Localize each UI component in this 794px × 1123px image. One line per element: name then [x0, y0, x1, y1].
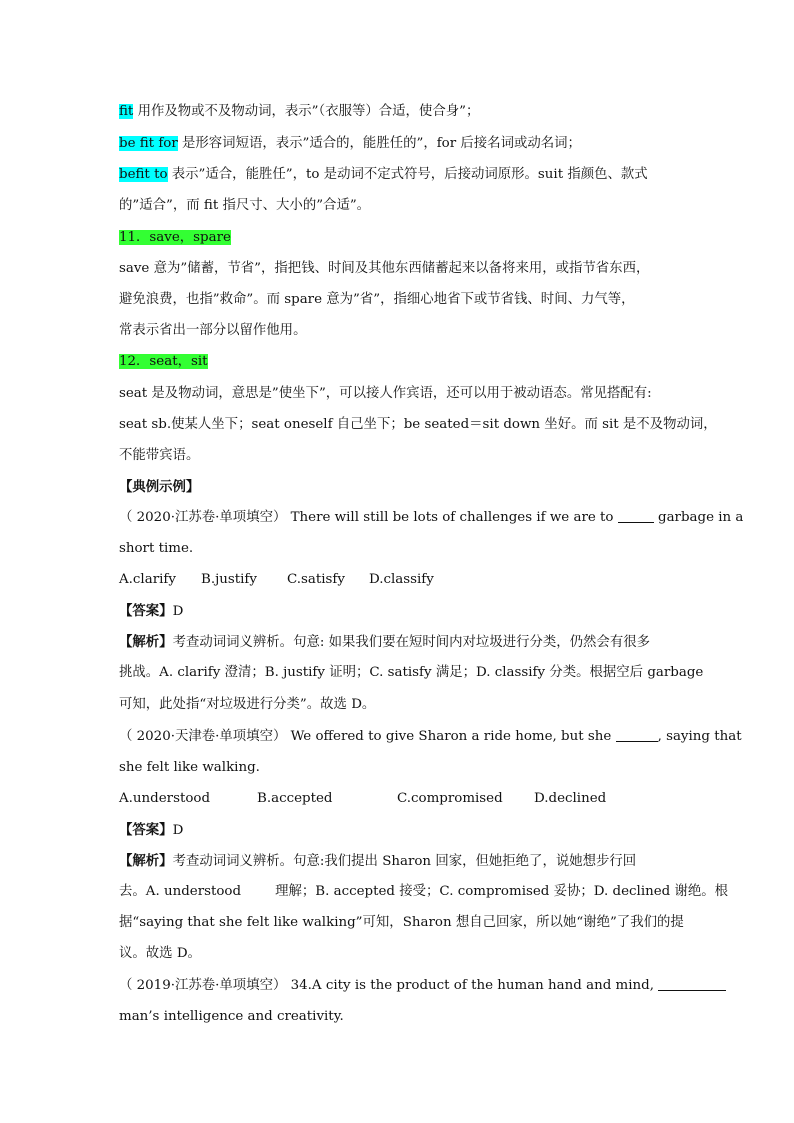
- highlight-befit-to: befit to: [119, 167, 168, 182]
- question-1: （ 2020·江苏卷·单项填空） There will still be lots of challenges if we are to garbage in a: [119, 510, 744, 525]
- line-text: 不能带宾语。: [119, 448, 200, 463]
- line-text: 是形容词短语，表示”适合的，能胜任的”，for 后接名词或动名词；: [177, 136, 581, 151]
- line-text: 去。A. understood 理解；B. accepted 接受；C. compromised 妥协；D. declined 谢绝。根: [119, 884, 729, 899]
- question-1-cont: short time.: [119, 541, 194, 556]
- question-1-options: [119, 570, 434, 590]
- question-2: （ 2020·天津卷·单项填空） We offered to give Sharon a ride home, but she , saying that: [119, 729, 742, 744]
- line-text: 议。故选 D。: [119, 946, 201, 961]
- answer-blank: [658, 977, 726, 991]
- question-3: （ 2019·江苏卷·单项填空） 34.A city is the product of the human hand and mind,: [119, 976, 726, 996]
- line-text: 可知，此处指“对垃圾进行分类”。故选 D。: [119, 697, 376, 712]
- line-text: save 意为”储蓄，节省”，指把钱、时间及其他东西储蓄起来以备将来用，或指节省东西，: [119, 261, 650, 276]
- explanation-2: 【解析】考查动词词义辨析。句意:我们提出 Sharon 回家，但她拒绝了，说她想步行回: [119, 853, 637, 869]
- line-text: 的”适合”，而 fit 指尺寸、大小的”合适”。: [119, 198, 371, 213]
- line-text: 挑战。A. clarify 澄清；B. justify 证明；C. satisfy 满足；D. classify 分类。根据空后 garbage: [119, 665, 704, 680]
- answer-blank: [618, 509, 654, 523]
- option-c: C.compromised: [397, 791, 503, 806]
- line-text: 避免浪费，也指”救命”。而 spare 意为”省”，指细心地省下或节省钱、时间、力气等，: [119, 292, 635, 307]
- option-d: D.classify: [369, 572, 434, 587]
- highlight-be-fit-for: be fit for: [119, 136, 178, 151]
- heading-11: 11．save，spare: [119, 230, 231, 245]
- line-text: seat 是及物动词，意思是”使坐下”，可以接人作宾语，还可以用于被动语态。常见搭配有:: [119, 386, 652, 401]
- line-text: 常表示省出一部分以留作他用。: [119, 323, 307, 338]
- line-text: seat sb.使某人坐下；seat oneself 自己坐下；be seated＝sit down 坐好。而 sit 是不及物动词，: [119, 417, 717, 432]
- line-fit: [119, 102, 479, 122]
- answer-1: 【答案】D: [119, 603, 184, 619]
- answer-2: 【答案】D: [119, 822, 184, 838]
- option-c: C.satisfy: [287, 572, 345, 587]
- option-a: A.understood: [119, 791, 211, 806]
- option-b: B.accepted: [257, 791, 333, 806]
- option-d: D.declined: [534, 791, 607, 806]
- answer-blank: [616, 728, 658, 742]
- option-b: B.justify: [201, 572, 257, 587]
- option-a: A.clarify: [119, 572, 176, 587]
- explanation-1: 【解析】考查动词词义辨析。句意: 如果我们要在短时间内对垃圾进行分类，仍然会有很多: [119, 634, 650, 650]
- highlight-fit: fit: [119, 104, 134, 119]
- line-text: 据“saying that she felt like walking”可知，Sharon 想自己回家，所以她“谢绝”了我们的提: [119, 915, 684, 930]
- heading-12: 12．seat，sit: [119, 354, 208, 369]
- line-befit-to: [119, 165, 648, 185]
- line-text: 用作及物或不及物动词，表示”（衣服等）合适，使合身”；: [133, 104, 480, 119]
- example-heading: 【典例示例】: [119, 479, 200, 495]
- question-2-cont: she felt like walking.: [119, 760, 260, 775]
- line-text: 表示”适合，能胜任”，to 是动词不定式符号，后接动词原形。suit 指颜色、款式: [167, 167, 648, 182]
- question-3-cont: man’s intelligence and creativity.: [119, 1009, 344, 1024]
- question-2-options: [119, 789, 606, 809]
- line-be-fit-for: [119, 134, 581, 154]
